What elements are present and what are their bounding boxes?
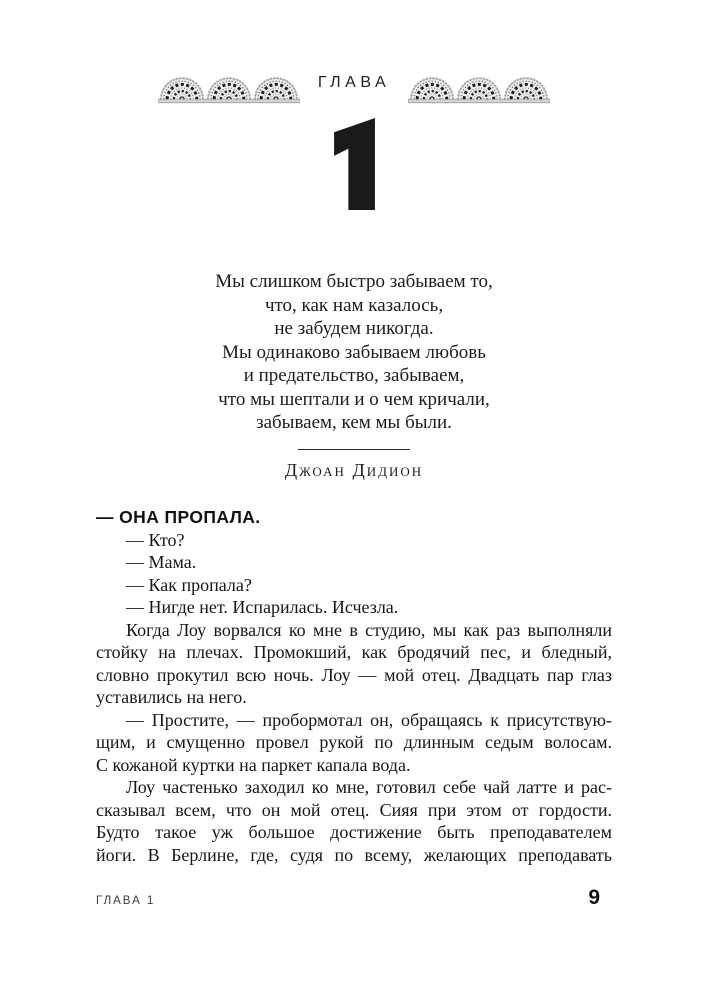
text-line: — Мама.	[126, 552, 197, 572]
text-line: — Как пропала?	[126, 574, 252, 595]
epigraph-line: не забудем никогда.	[274, 318, 434, 339]
chapter-number	[96, 118, 612, 218]
text-line: — ОНА ПРОПАЛА.	[96, 507, 261, 527]
epigraph-line: и предательство, забываем,	[243, 365, 465, 386]
text-line: С кожаной куртки на паркет капала вода.	[96, 754, 411, 775]
text-line: стойку на плечах. Промокший, как бродячий пес, и бледный,	[96, 642, 612, 662]
running-title: ГЛАВА 1	[96, 895, 156, 907]
lace-fan-ornament-left-icon	[158, 60, 300, 104]
epigraph-line: Мы одинаково забываем любовь	[222, 341, 486, 363]
epigraph-line: что мы шептали и о чем кричали,	[218, 388, 490, 410]
text-line: йоги. В Берлине, где, судя по всему, желающих преподавать	[96, 844, 612, 865]
paragraph	[96, 596, 612, 619]
paragraph	[96, 776, 612, 866]
page-number: 9	[588, 886, 600, 909]
paragraph	[96, 619, 612, 709]
page-footer	[96, 886, 612, 910]
text-line: Когда Лоу ворвался ко мне в студию, мы как раз выполняли	[126, 619, 612, 640]
paragraph	[96, 574, 612, 597]
lace-fan-ornament-right-icon	[408, 60, 550, 104]
text-line: уставились на него.	[96, 687, 247, 707]
body-text	[96, 506, 612, 866]
text-line: — Простите, — пробормотал он, обращаясь к присутствую-	[126, 709, 612, 730]
epigraph-lines	[96, 270, 612, 435]
text-line: — Нигде нет. Испарилась. Исчезла.	[126, 597, 399, 617]
epigraph-divider	[298, 449, 410, 450]
text-line: — Кто?	[126, 529, 185, 550]
epigraph-line: забываем, кем мы были.	[256, 412, 452, 433]
paragraph	[96, 529, 612, 552]
text-line: щим, и смущенно провел рукой по длинным седым волосам.	[96, 732, 612, 752]
epigraph-line: Мы слишком быстро забываем то,	[215, 271, 493, 292]
chapter-head	[96, 58, 612, 104]
epigraph	[96, 270, 612, 482]
paragraph	[96, 551, 612, 574]
epigraph-line: что, как нам казалось,	[264, 294, 444, 316]
text-line: Будто такое уж большое достижение быть преподавателем	[96, 822, 612, 842]
text-line: словно прокутил всю ночь. Лоу — мой отец. Двадцать пар глаз	[96, 664, 612, 685]
paragraph	[96, 709, 612, 777]
text-line: Лоу частенько заходил ко мне, готовил себе чай латте и рас-	[126, 777, 612, 797]
chapter-head-label: ГЛАВА	[317, 74, 391, 91]
chapter-number-glyph	[334, 118, 375, 210]
paragraph	[96, 506, 612, 529]
text-line: сказывал всем, что он мой отец. Сияя при этом от гордости.	[96, 799, 612, 820]
epigraph-attribution: Джоан Дидион	[284, 459, 424, 480]
